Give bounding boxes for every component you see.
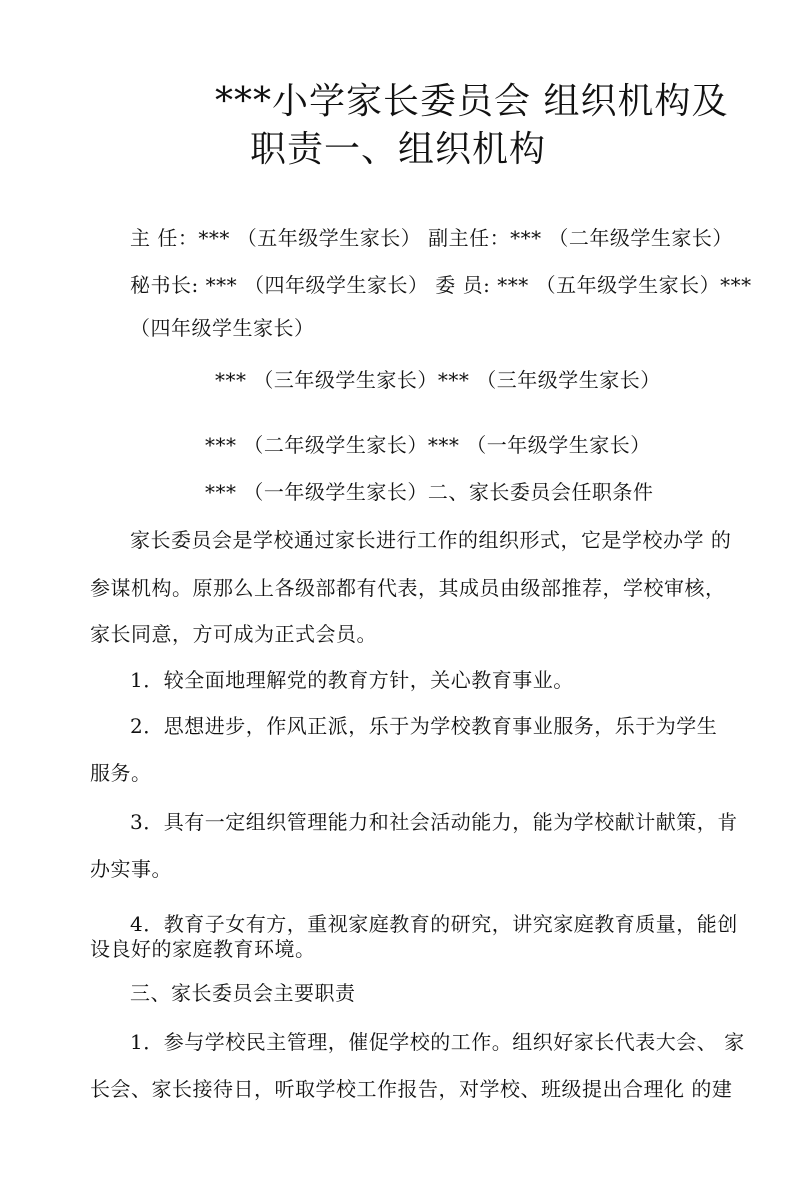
org-member-line: *** （二年级学生家长）*** （一年级学生家长） [205,433,651,457]
document-title-line-1: ***小学家长委员会 组织机构及 [215,81,729,122]
list-item: 1．较全面地理解党的教育方针，关心教育事业。 [130,668,574,692]
list-item: 1．参与学校民主管理，催促学校的工作。组织好家长代表大会、 家 [130,1030,745,1054]
document-title-line-2: 职责一、组织机构 [250,129,547,170]
list-item-continuation: 办实事。 [90,857,172,881]
list-item-continuation: 设良好的家庭教育环境。 [90,937,316,961]
org-member-line: （四年级学生家长） [130,316,315,340]
paragraph-line: 家长委员会是学校通过家长进行工作的组织形式，它是学校办学 的 [130,528,732,552]
list-item-continuation: 服务。 [90,761,152,785]
list-item: 3．具有一定组织管理能力和社会活动能力，能为学校献计献策，肯 [130,810,738,834]
paragraph-line: 参谋机构。原那么上各级部都有代表，其成员由级部推荐，学校审核， [90,576,726,600]
org-chair-line: 主 任：*** （五年级学生家长） 副主任：*** （二年级学生家长） [130,226,733,250]
list-item-continuation: 长会、家长接待日，听取学校工作报告，对学校、班级提出合理化 的建 [90,1077,733,1101]
org-secretary-line: 秘书长: *** （四年级学生家长） 委 员: *** （五年级学生家长）*** [130,273,752,297]
list-item: 2．思想进步，作风正派，乐于为学校教育事业服务，乐于为学生 [130,714,718,738]
section-heading-line: 三、家长委员会主要职责 [130,981,356,1005]
paragraph-line: 家长同意，方可成为正式会员。 [90,622,377,646]
org-member-line: *** （三年级学生家长）*** （三年级学生家长） [215,368,661,392]
section-heading-line: *** （一年级学生家长）二、家长委员会任职条件 [205,480,654,504]
list-item: 4．教育子女有方，重视家庭教育的研究，讲究家庭教育质量，能创 [130,912,738,936]
